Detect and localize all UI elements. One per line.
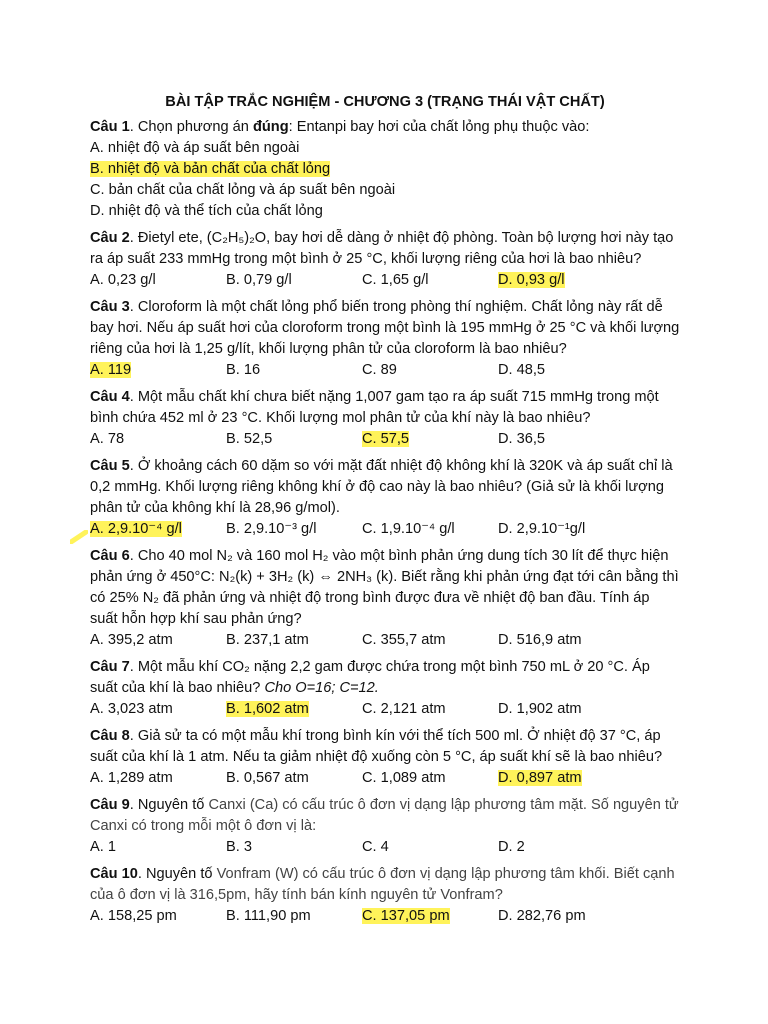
question-4 — [90, 387, 680, 450]
options-row — [90, 630, 680, 651]
options-row — [90, 906, 680, 927]
question-2-stem: Câu 2. Đietyl ete, (C₂H₅)₂O, bay hơi dễ dàng ở nhiệt độ phòng. Toàn bộ lượng hơi này tạo ra áp suất 233 mmHg trong một bình ở 25 °C, khối lượng riêng của hơi là bao nhiêu? — [90, 230, 674, 267]
question-5-stem: Câu 5. Ở khoảng cách 60 dặm so với mặt đất nhiệt độ không khí là 320K và áp suất chỉ là 0,2 mmHg. Khối lượng riêng không khí ở độ cao này là bao nhiêu? (Giả sử là khối lượng phân tử của không khí là 28,96 g/mol). — [90, 458, 673, 516]
option-d: D. 48,5 — [498, 362, 546, 378]
question-6 — [90, 546, 680, 651]
question-label: Câu 5 — [90, 458, 130, 474]
options-row — [90, 519, 680, 540]
question-label: Câu 6 — [90, 548, 130, 564]
question-6-stem: Câu 6. Cho 40 mol N₂ và 160 mol H₂ vào một bình phản ứng dung tích 30 lít để thực hiện phản ứng ở 450°C: N₂(k) + 3H₂ (k) ⇔ 2NH₃ (k). Biết rằng khi phản ứng đạt tới cân bằng thì có 25% N₂ đã phản ứng và nhiệt độ trong bình được đưa về nhiệt độ ban đầu. Tính áp suất hỗn hợp khí sau phản ứng? — [90, 548, 679, 627]
question-label: Câu 2 — [90, 230, 130, 246]
option-a-highlighted: A. 2,9.10⁻⁴ g/l — [90, 521, 182, 537]
option-a: A. 1,289 atm — [90, 770, 173, 786]
question-label: Câu 7 — [90, 659, 130, 675]
option-d-highlighted: D. 0,897 atm — [498, 770, 582, 786]
option-a: A. 158,25 pm — [90, 908, 177, 924]
option-b-highlighted: B. nhiệt độ và bản chất của chất lỏng — [90, 161, 331, 177]
highlighter-stroke-icon — [70, 530, 88, 544]
option-d: D. 36,5 — [498, 431, 546, 447]
option-b: B. 0,79 g/l — [226, 272, 292, 288]
options-row — [90, 429, 680, 450]
options-row — [90, 768, 680, 789]
option-d: D. 1,902 atm — [498, 701, 582, 717]
option-b: B. 0,567 atm — [226, 770, 309, 786]
option-d: D. nhiệt độ và thể tích của chất lỏng — [90, 203, 323, 219]
option-c: C. 1,9.10⁻⁴ g/l — [362, 521, 455, 537]
question-3-stem: Câu 3. Cloroform là một chất lỏng phổ biến trong phòng thí nghiệm. Chất lỏng này rất dễ bay hơi. Nếu áp suất hơi của cloroform trong một bình là 195 mmHg ở 25 °C và khối lượng riêng của hơi là 1,25 g/lít, khối lượng phân tử của cloroform là bao nhiêu? — [90, 299, 680, 357]
option-c: C. 1,65 g/l — [362, 272, 429, 288]
question-label: Câu 10 — [90, 866, 138, 882]
question-9 — [90, 795, 680, 858]
option-c: C. 355,7 atm — [362, 632, 446, 648]
question-4-stem: Câu 4. Một mẫu chất khí chưa biết nặng 1,007 gam tạo ra áp suất 715 mmHg trong một bình chứa 452 ml ở 23 °C. Khối lượng mol phân tử của khí này là bao nhiêu? — [90, 389, 659, 426]
option-c: C. 1,089 atm — [362, 770, 446, 786]
option-a: A. nhiệt độ và áp suất bên ngoài — [90, 140, 300, 156]
option-b: B. 52,5 — [226, 431, 273, 447]
question-8 — [90, 726, 680, 789]
question-label: Câu 3 — [90, 299, 130, 315]
option-c: C. 2,121 atm — [362, 701, 446, 717]
option-c: C. bản chất của chất lỏng và áp suất bên ngoài — [90, 182, 396, 198]
option-a-highlighted: A. 119 — [90, 362, 132, 378]
option-d-highlighted: D. 0,93 g/l — [498, 272, 565, 288]
page-title: BÀI TẬP TRẮC NGHIỆM - CHƯƠNG 3 (TRẠNG THÁI VẬT CHẤT) — [165, 94, 605, 110]
question-label: Câu 8 — [90, 728, 130, 744]
question-3 — [90, 297, 680, 381]
question-7 — [90, 657, 680, 720]
option-c-highlighted: C. 137,05 pm — [362, 908, 450, 924]
question-label: Câu 4 — [90, 389, 130, 405]
option-c: C. 4 — [362, 839, 389, 855]
option-d: D. 2 — [498, 839, 525, 855]
question-10 — [90, 864, 680, 927]
question-label: Câu 9 — [90, 797, 130, 813]
option-c-highlighted: C. 57,5 — [362, 431, 410, 447]
option-b-highlighted: B. 1,602 atm — [226, 701, 309, 717]
question-5 — [90, 456, 680, 540]
option-c: C. 89 — [362, 362, 397, 378]
options-row — [90, 270, 680, 291]
question-8-stem: Câu 8. Giả sử ta có một mẫu khí trong bình kín với thể tích 500 ml. Ở nhiệt độ 37 °C, áp suất của khí là 1 atm. Nếu ta giảm nhiệt độ xuống còn 5 °C, áp suất khí sẽ là bao nhiêu? — [90, 728, 663, 765]
option-b: B. 3 — [226, 839, 252, 855]
option-a: A. 395,2 atm — [90, 632, 173, 648]
option-a: A. 1 — [90, 839, 116, 855]
question-7-stem: Câu 7. Một mẫu khí CO₂ nặng 2,2 gam được chứa trong một bình 750 mL ở 20 °C. Áp suất của khí là bao nhiêu? Cho O=16; C=12. — [90, 659, 650, 696]
option-b: B. 2,9.10⁻³ g/l — [226, 521, 317, 537]
option-d: D. 516,9 atm — [498, 632, 582, 648]
option-a: A. 0,23 g/l — [90, 272, 156, 288]
question-1 — [90, 117, 680, 222]
option-b: B. 16 — [226, 362, 261, 378]
option-a: A. 3,023 atm — [90, 701, 173, 717]
question-label: Câu 1 — [90, 119, 130, 135]
options-row — [90, 699, 680, 720]
option-b: B. 111,90 pm — [226, 908, 311, 924]
question-9-stem: Câu 9. Nguyên tố Canxi (Ca) có cấu trúc ô đơn vị dạng lập phương tâm mặt. Số nguyên tử Canxi có trong mỗi một ô đơn vị là: — [90, 797, 679, 834]
options-row — [90, 360, 680, 381]
option-d: D. 2,9.10⁻¹g/l — [498, 521, 586, 537]
question-1-stem: Câu 1. Chọn phương án đúng: Entanpi bay hơi của chất lỏng phụ thuộc vào: — [90, 119, 590, 135]
options-row — [90, 837, 680, 858]
question-2 — [90, 228, 680, 291]
question-10-stem: Câu 10. Nguyên tố Vonfram (W) có cấu trúc ô đơn vị dạng lập phương tâm khối. Biết cạnh của ô đơn vị là 316,5pm, hãy tính bán kính nguyên tử Vonfram? — [90, 866, 675, 903]
option-a: A. 78 — [90, 431, 125, 447]
option-b: B. 237,1 atm — [226, 632, 309, 648]
option-d: D. 282,76 pm — [498, 908, 586, 924]
